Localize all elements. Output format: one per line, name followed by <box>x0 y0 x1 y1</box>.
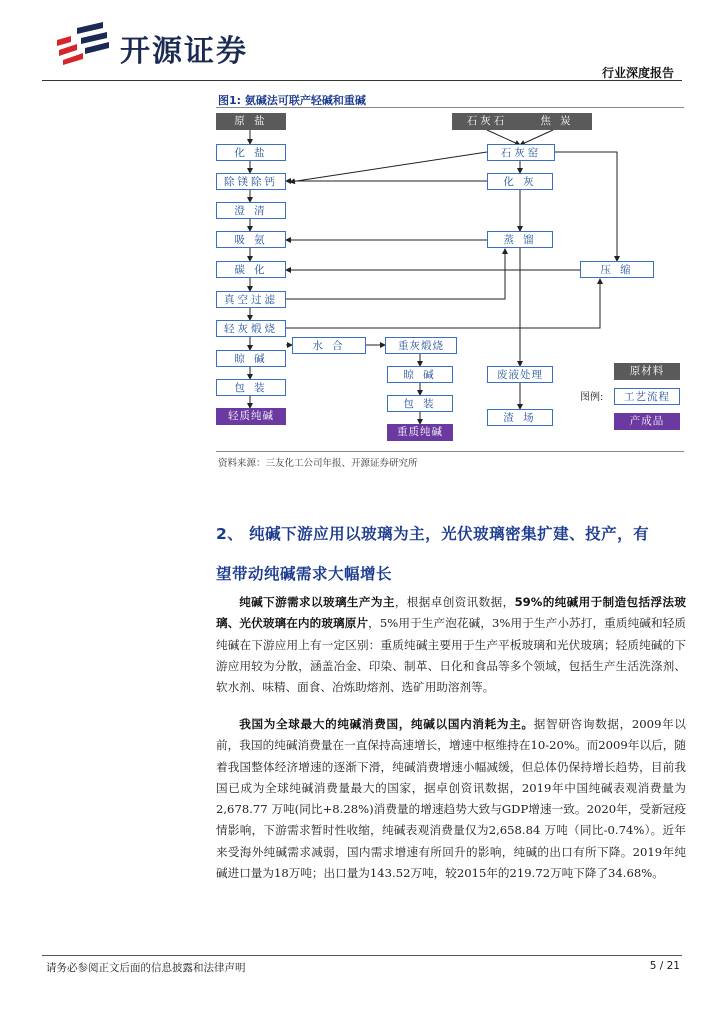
light-soda-product: 轻质纯碱 <box>216 408 286 425</box>
carbonization: 碳 化 <box>216 261 286 278</box>
hydration: 水 合 <box>292 337 366 354</box>
heavy-calcine: 重灰煅烧 <box>385 337 457 354</box>
legend-process: 工艺流程 <box>614 388 680 405</box>
slag-yard: 渣 场 <box>487 409 553 426</box>
section-title <box>216 514 686 594</box>
footer-disclaimer: 请务必参阅正文后面的信息披露和法律声明 <box>46 962 246 974</box>
p2-text: 据智研咨询数据，2009年以前，我国的纯碱消费量在一直保持高速增长，增速中枢维持在10-20%。而2009年以后，随着我国整体经济增速的逐渐下滑，纯碱消费增速小幅减缓，但总体仍保持增长趋势，目前我国已成为全球纯碱消费量最大的国家，据卓创资讯数据，2019年中国纯碱表观消费量为2,678.77 万吨(同比+8.28%)消费量的增速趋势大致与GDP增速一致。2020年，受新冠疫情影响，下游需求暂时性收缩，纯碱表观消费量仅为2,658.84 万吨（同比-0.74%）。近年来受海外纯碱需求减弱，国内需求增速有所回升的影响，纯碱的出口有所下降。2019年纯碱进口量为18万吨；出口量为143.52万吨，较2015年的219.72万吨下降了34.68%。 <box>216 717 686 881</box>
footer-divider <box>42 955 682 956</box>
package-mid: 包 装 <box>387 395 453 412</box>
ammonia-absorb: 吸 氨 <box>216 231 286 248</box>
p1-bold: 纯碱下游需求以玻璃生产为主 <box>239 595 395 609</box>
coke: 焦 炭 <box>522 113 592 130</box>
paragraph-1 <box>216 592 686 698</box>
legend-product: 产成品 <box>614 413 680 430</box>
legend-raw: 原材料 <box>614 363 680 380</box>
p1-bold2: 59%的纯碱用于制造包括浮法玻璃、光伏玻璃在内的玻璃原片 <box>216 595 686 631</box>
cool-soda-left: 晾 碱 <box>216 350 286 367</box>
light-calcine: 轻灰煅烧 <box>216 320 286 337</box>
figure-title: 图1: 氨碱法可联产轻碱和重碱 <box>218 94 366 107</box>
remove-mg-ca: 除镁除钙 <box>216 173 286 190</box>
p2-bold: 我国为全球最大的纯碱消费国，纯碱以国内消耗为主。 <box>239 717 534 731</box>
heavy-soda-product: 重质纯碱 <box>387 424 453 441</box>
vacuum-filter: 真空过滤 <box>216 291 286 308</box>
salt-dissolve: 化 盐 <box>216 144 286 161</box>
waste-liquid: 废液处理 <box>487 366 553 383</box>
p1-text-a: ，根据卓创资讯数据， <box>394 595 515 609</box>
paragraph-2 <box>216 714 686 884</box>
legend-label: 图例: <box>580 392 604 403</box>
figure-source: 资料来源：三友化工公司年报、开源证券研究所 <box>218 458 418 469</box>
raw-salt: 原 盐 <box>216 113 286 130</box>
limestone: 石灰石 <box>452 113 522 130</box>
cool-soda-mid: 晾 碱 <box>387 366 453 383</box>
brand-name: 开源证券 <box>120 34 248 69</box>
compress: 压 缩 <box>580 261 654 278</box>
lime-slake: 化 灰 <box>487 173 553 190</box>
distillation: 蒸 馏 <box>487 231 553 248</box>
page-number: 5 / 21 <box>649 960 680 972</box>
section-title-line2: 望带动纯碱需求大幅增长 <box>216 565 393 583</box>
figure-bottom-rule <box>216 451 684 452</box>
section-title-line1: 2、 纯碱下游应用以玻璃为主，光伏玻璃密集扩建、投产，有 <box>216 525 650 543</box>
p1-text-b: ，5%用于生产泡花碱，3%用于生产小苏打，重质纯碱和轻质纯碱在下游应用上有一定区别：重质纯碱主要用于生产平板玻璃和光伏玻璃；轻质纯碱的下游应用较为分散，涵盖冶金、印染、制革、日化和食品等多个领域，包括生产生活洗涤剂、软水剂、味精、面食、冶炼助熔剂、选矿用助溶剂等。 <box>216 616 686 695</box>
clarify: 澄 清 <box>216 202 286 219</box>
lime-kiln: 石灰窑 <box>487 144 555 161</box>
package-left: 包 装 <box>216 379 286 396</box>
report-type: 行业深度报告 <box>601 66 674 80</box>
